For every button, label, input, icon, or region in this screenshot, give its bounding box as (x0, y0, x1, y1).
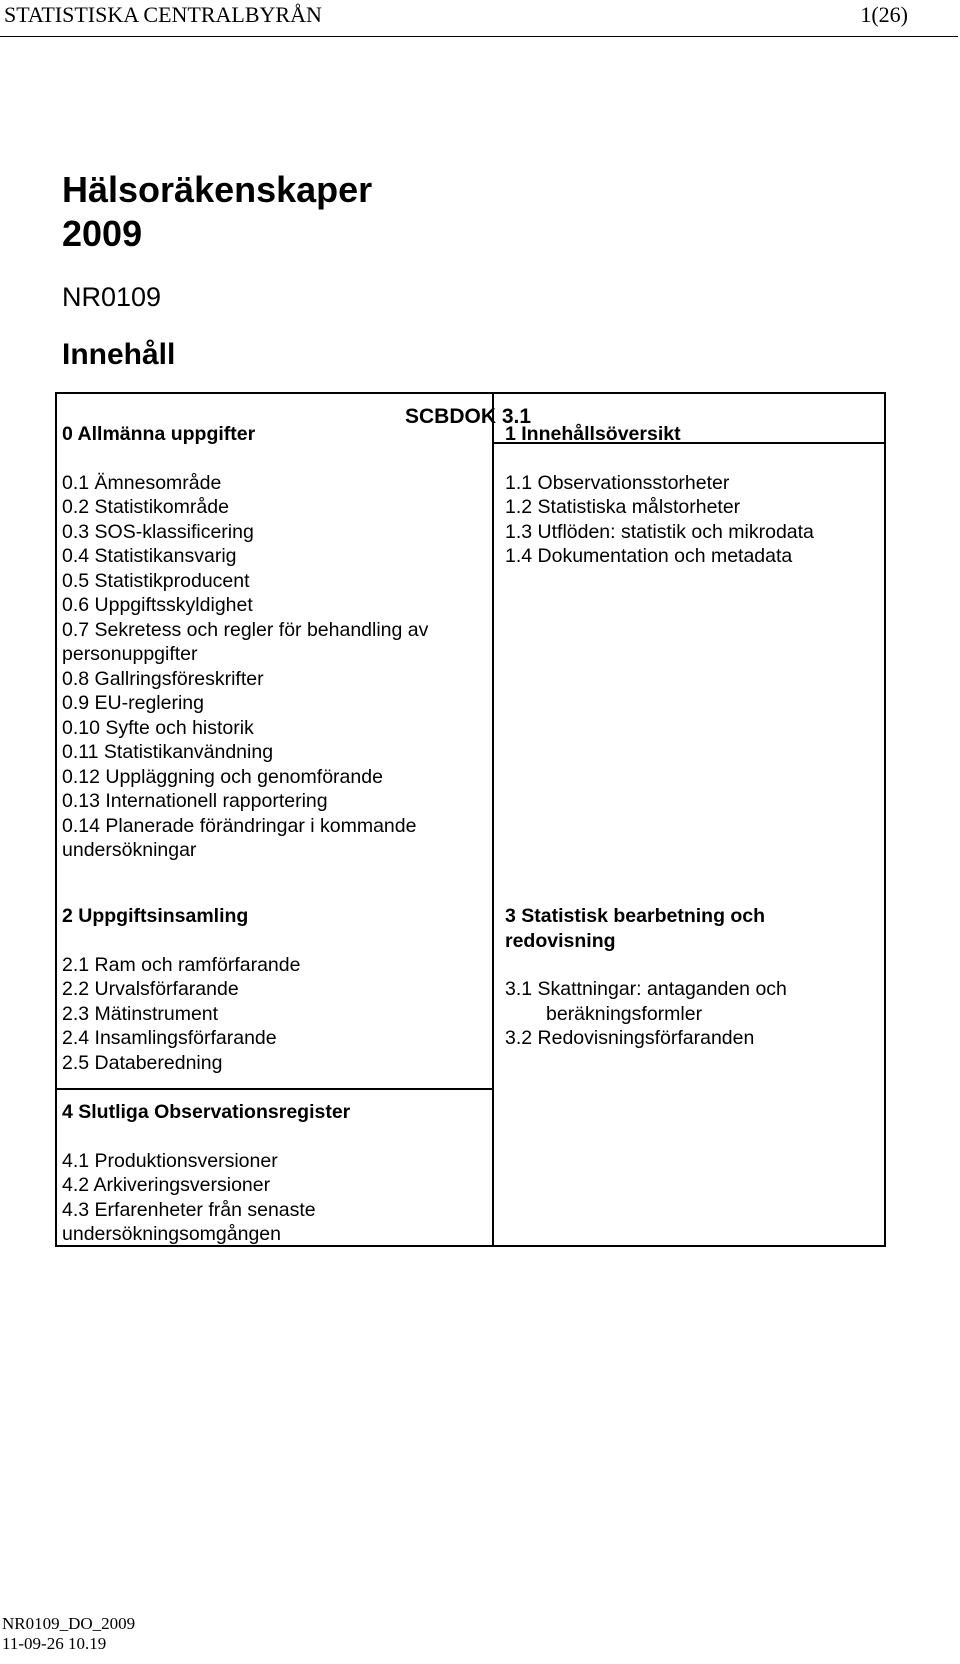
toc-section-3-title-line-1: 3 Statistisk bearbetning och (505, 905, 766, 927)
toc-column-divider (492, 392, 494, 1247)
toc-section-0 (62, 422, 487, 863)
toc-item-continuation[interactable]: personuppgifter (62, 643, 198, 665)
header-organization: STATISTISKA CENTRALBYRÅN (4, 2, 322, 27)
toc-item[interactable]: 2.4 Insamlingsförfarande (62, 1027, 277, 1049)
toc-item-continuation[interactable]: beräkningsformler (546, 1002, 703, 1025)
toc-section-2-items (62, 953, 487, 1076)
toc-section-0-title: 0 Allmänna uppgifter (62, 423, 256, 445)
footer (2, 1614, 135, 1654)
toc-item[interactable]: 0.5 Statistikproducent (62, 569, 250, 592)
toc-item[interactable]: 0.12 Uppläggning och genomförande (62, 765, 383, 788)
toc-item[interactable]: 2.3 Mätinstrument (62, 1002, 219, 1025)
toc-section-1 (505, 422, 880, 569)
toc-item[interactable]: 2.5 Databeredning (62, 1051, 223, 1074)
toc-item-continuation[interactable]: undersökningar (62, 839, 197, 861)
toc-section-1-title: 1 Innehållsöversikt (505, 423, 681, 445)
toc-item[interactable]: 4.1 Produktionsversioner (62, 1149, 278, 1172)
toc-section-4-items (62, 1149, 487, 1247)
toc-box-label: SCBDOK 3.1 (405, 405, 532, 428)
toc-item[interactable]: 0.9 EU-reglering (62, 692, 204, 714)
document-title-line-1: Hälsoräkenskaper (62, 169, 373, 210)
toc-item[interactable]: 1.2 Statistiska målstorheter (505, 496, 741, 518)
toc-item[interactable]: 0.6 Uppgiftsskyldighet (62, 594, 253, 616)
toc-section-3-items (505, 977, 880, 1051)
toc-item[interactable]: 1.4 Dokumentation och metadata (505, 545, 793, 567)
toc-section-2 (62, 904, 487, 1075)
toc-item-continuation[interactable]: undersökningsomgången (62, 1223, 281, 1245)
product-code: NR0109 (62, 282, 162, 312)
toc-row-divider (55, 1088, 492, 1090)
toc-item[interactable]: 2.1 Ram och ramförfarande (62, 953, 301, 976)
toc-item[interactable]: 0.14 Planerade förändringar i kommande (62, 814, 417, 837)
toc-section-1-items (505, 471, 880, 569)
toc-section-0-items (62, 471, 487, 863)
toc-item[interactable]: 3.1 Skattningar: antaganden och (505, 978, 787, 1000)
toc-item[interactable]: 1.1 Observationsstorheter (505, 471, 730, 494)
document-title-line-2: 2009 (62, 213, 143, 254)
toc-item[interactable]: 2.2 Urvalsförfarande (62, 978, 239, 1000)
toc-heading: Innehåll (62, 338, 176, 371)
toc-item[interactable]: 1.3 Utflöden: statistik och mikrodata (505, 520, 814, 543)
document-title (62, 168, 372, 256)
toc-item[interactable]: 4.3 Erfarenheter från senaste (62, 1198, 316, 1221)
toc-item[interactable]: 0.4 Statistikansvarig (62, 545, 237, 567)
toc-item[interactable]: 0.2 Statistikområde (62, 496, 229, 518)
header-page-number: 1(26) (860, 2, 908, 27)
footer-document-id: NR0109_DO_2009 (2, 1614, 136, 1633)
toc-item[interactable]: 0.3 SOS-klassificering (62, 520, 254, 543)
toc-item[interactable]: 3.2 Redovisningsförfaranden (505, 1027, 755, 1049)
toc-section-3 (505, 904, 880, 1051)
toc-item[interactable]: 0.10 Syfte och historik (62, 716, 254, 739)
toc-item[interactable]: 0.8 Gallringsföreskrifter (62, 667, 264, 690)
toc-item[interactable]: 0.7 Sekretess och regler för behandling av (62, 618, 429, 641)
toc-section-3-title (505, 904, 880, 953)
toc-section-4 (62, 1100, 487, 1247)
toc-section-2-title: 2 Uppgiftsinsamling (62, 905, 249, 927)
toc-item[interactable]: 4.2 Arkiveringsversioner (62, 1174, 271, 1196)
toc-item[interactable]: 0.1 Ämnesområde (62, 471, 222, 494)
toc-item[interactable]: 0.11 Statistikanvändning (62, 741, 274, 763)
toc-item[interactable]: 0.13 Internationell rapportering (62, 790, 328, 812)
footer-timestamp: 11-09-26 10.19 (2, 1634, 107, 1653)
toc-section-4-title: 4 Slutliga Observationsregister (62, 1101, 351, 1123)
header-rule (0, 36, 958, 37)
toc-section-3-title-line-2: redovisning (505, 929, 616, 952)
